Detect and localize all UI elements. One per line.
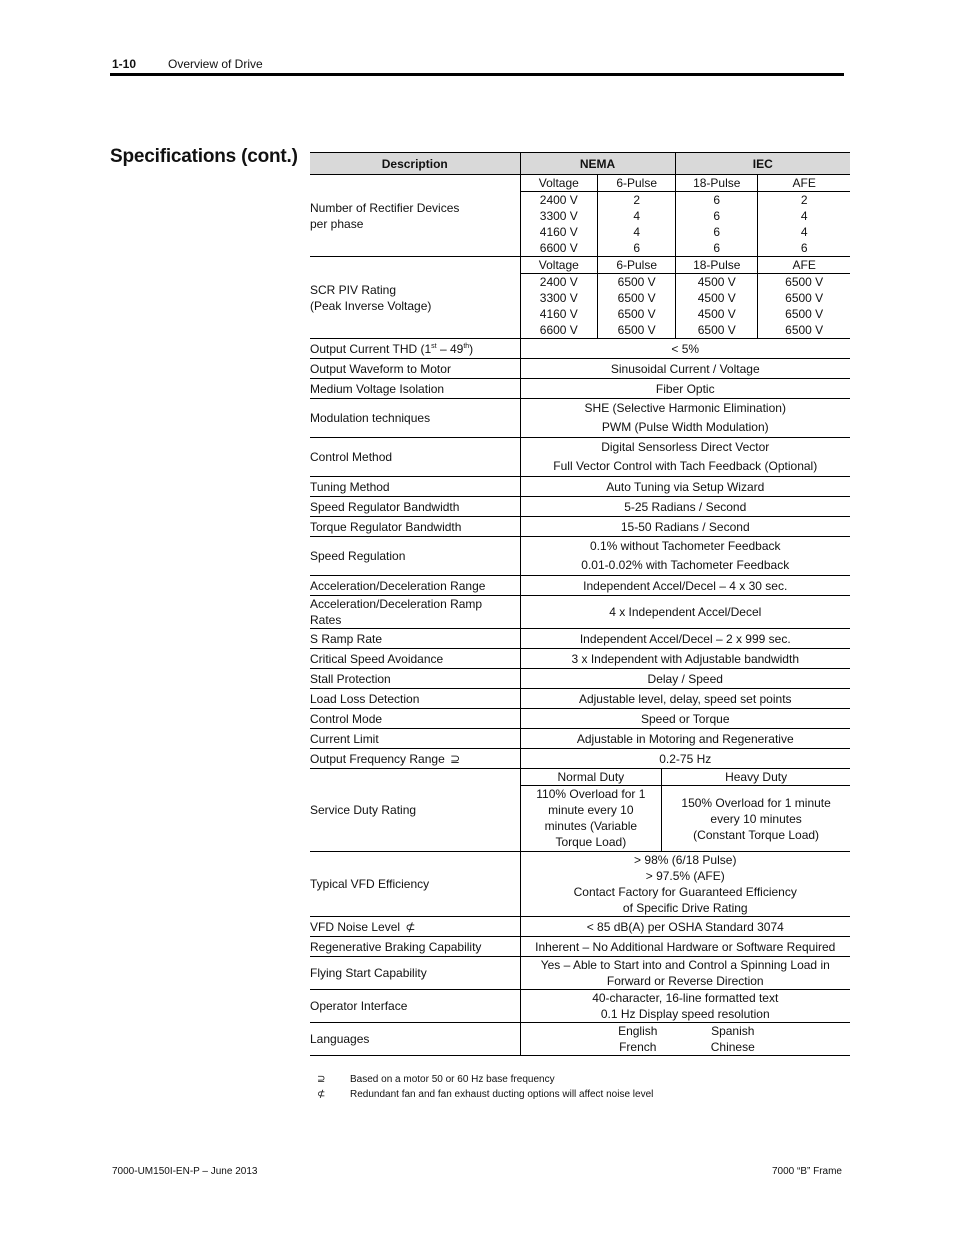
grid-cell: 6: [758, 240, 850, 256]
grid-cell: 6500 V: [758, 274, 850, 291]
service-duty-cell: [520, 769, 850, 852]
footnote: ⊄ Redundant fan and fan exhaust ducting options will affect noise level: [317, 1089, 654, 1100]
grid-cell: 6: [676, 208, 758, 224]
row-value: Adjustable in Motoring and Regenerative: [520, 729, 850, 749]
grid-cell: 4500 V: [676, 274, 758, 291]
row-label: Acceleration/Deceleration Ramp Rates: [310, 596, 520, 629]
row-label: Service Duty Rating: [310, 769, 520, 852]
grid-cell: 6500 V: [598, 306, 676, 322]
row-label: Torque Regulator Bandwidth: [310, 517, 520, 537]
grid-head: AFE: [758, 175, 850, 192]
table-row: [310, 669, 850, 689]
row-label: Regenerative Braking Capability: [310, 937, 520, 957]
row-label: SCR PIV Rating (Peak Inverse Voltage): [310, 257, 520, 339]
row-label: Output Waveform to Motor: [310, 359, 520, 379]
grid-cell: 2: [598, 192, 676, 209]
grid-cell: 3300 V: [539, 291, 578, 305]
header-nema: NEMA: [520, 153, 675, 175]
table-row: [310, 852, 850, 917]
row-value: English French Spanish Chinese: [520, 1023, 850, 1056]
scr-grid-cell: [520, 257, 850, 339]
footnotes: [317, 1072, 653, 1102]
heavy-duty-head: Heavy Duty: [662, 769, 850, 786]
footnote-marker-icon: ⊇: [450, 751, 461, 766]
row-label: Medium Voltage Isolation: [310, 379, 520, 399]
header-rule: [110, 73, 844, 76]
row-label: Control Mode: [310, 709, 520, 729]
row-label: Output Frequency Range ⊇: [310, 749, 520, 769]
grid-cell: 6500 V: [758, 322, 850, 338]
row-label: Output Current THD (1st – 49th): [310, 339, 520, 359]
row-value: > 98% (6/18 Pulse) > 97.5% (AFE) Contact Factory for Guaranteed Efficiency of Specific Drive Rating: [520, 852, 850, 917]
row-value: Independent Accel/Decel – 2 x 999 sec.: [520, 629, 850, 649]
row-label: Acceleration/Deceleration Range: [310, 576, 520, 596]
grid-cell: 2400 V: [539, 275, 578, 289]
grid-cell: 2: [758, 192, 850, 209]
row-label: Speed Regulator Bandwidth: [310, 497, 520, 517]
table-row: [310, 1023, 850, 1056]
grid-cell: 6: [676, 192, 758, 209]
grid-head: Voltage: [521, 175, 598, 192]
grid-cell: 3300 V: [539, 209, 578, 223]
row-label: Tuning Method: [310, 477, 520, 497]
table-row: [310, 709, 850, 729]
table-row: [310, 689, 850, 709]
row-value: Auto Tuning via Setup Wizard: [520, 477, 850, 497]
row-label: Control Method: [310, 438, 520, 477]
grid-head: 18-Pulse: [676, 175, 758, 192]
grid-cell: 4160 V: [539, 225, 578, 239]
grid-cell: 6500 V: [598, 274, 676, 291]
grid-cell: 4500 V: [676, 290, 758, 306]
row-value: SHE (Selective Harmonic Elimination) PWM (Pulse Width Modulation): [520, 399, 850, 438]
grid-cell: 6500 V: [598, 290, 676, 306]
table-row: [310, 379, 850, 399]
rectifier-grid-cell: [520, 175, 850, 257]
row-value: Speed or Torque: [520, 709, 850, 729]
table-row: [310, 359, 850, 379]
table-row: [310, 477, 850, 497]
row-label: Number of Rectifier Devices per phase: [310, 175, 520, 257]
grid-head: AFE: [758, 257, 850, 274]
normal-duty-head: Normal Duty: [521, 769, 662, 786]
row-label: Operator Interface: [310, 990, 520, 1023]
table-row: [310, 399, 850, 438]
table-row: [310, 937, 850, 957]
table-row: [310, 629, 850, 649]
row-value: Yes – Able to Start into and Control a Spinning Load in Forward or Reverse Direction: [520, 957, 850, 990]
specifications-table: [310, 152, 850, 1056]
header-iec: IEC: [675, 153, 850, 175]
row-label: Modulation techniques: [310, 399, 520, 438]
grid-cell: 6600 V: [539, 241, 578, 255]
grid-head: 18-Pulse: [676, 257, 758, 274]
header-description: Description: [310, 153, 520, 175]
rectifier-grid: [521, 175, 851, 256]
table-row: [310, 576, 850, 596]
table-row: [310, 537, 850, 576]
table-row: [310, 729, 850, 749]
table-row: [310, 957, 850, 990]
row-value: 15-50 Radians / Second: [520, 517, 850, 537]
grid-head: 6-Pulse: [598, 175, 676, 192]
footnote-marker-icon: ⊄: [317, 1089, 326, 1100]
row-value: 0.2-75 Hz: [520, 749, 850, 769]
section-title: Specifications (cont.): [110, 146, 298, 167]
row-value: Sinusoidal Current / Voltage: [520, 359, 850, 379]
row-label: Speed Regulation: [310, 537, 520, 576]
row-value: Independent Accel/Decel – 4 x 30 sec.: [520, 576, 850, 596]
row-value: Digital Sensorless Direct Vector Full Vector Control with Tach Feedback (Optional): [520, 438, 850, 477]
row-value: Inherent – No Additional Hardware or Software Required: [520, 937, 850, 957]
grid-cell: 4: [758, 224, 850, 240]
row-label: Critical Speed Avoidance: [310, 649, 520, 669]
table-row: [310, 517, 850, 537]
grid-cell: 6: [598, 240, 676, 256]
table-header-row: [310, 153, 850, 175]
grid-head: Voltage: [521, 257, 598, 274]
normal-duty-value: 110% Overload for 1 minute every 10 minutes (Variable Torque Load): [536, 787, 646, 849]
row-label: S Ramp Rate: [310, 629, 520, 649]
row-value: 40-character, 16-line formatted text 0.1 Hz Display speed resolution: [520, 990, 850, 1023]
row-value: Adjustable level, delay, speed set points: [520, 689, 850, 709]
row-label: Flying Start Capability: [310, 957, 520, 990]
grid-cell: 2400 V: [539, 193, 578, 207]
table-row: [310, 596, 850, 629]
grid-cell: 4500 V: [676, 306, 758, 322]
table-row: [310, 257, 850, 339]
table-row: [310, 175, 850, 257]
row-label: VFD Noise Level ⊄: [310, 917, 520, 937]
grid-cell: 4160 V: [539, 307, 578, 321]
chapter-title: Overview of Drive: [168, 57, 263, 71]
grid-head: 6-Pulse: [598, 257, 676, 274]
table-row: [310, 769, 850, 852]
row-value: 0.1% without Tachometer Feedback 0.01-0.02% with Tachometer Feedback: [520, 537, 850, 576]
row-value: 4 x Independent Accel/Decel: [520, 596, 850, 629]
row-value: Fiber Optic: [520, 379, 850, 399]
row-value: < 85 dB(A) per OSHA Standard 3074: [520, 917, 850, 937]
footnote-marker-icon: ⊇: [317, 1074, 326, 1085]
row-label: Typical VFD Efficiency: [310, 852, 520, 917]
table-row: [310, 917, 850, 937]
scr-grid: [521, 257, 851, 338]
footer-product: 7000 “B” Frame: [771, 1166, 842, 1177]
row-label: Load Loss Detection: [310, 689, 520, 709]
grid-cell: 6500 V: [758, 290, 850, 306]
service-duty-grid: [521, 769, 851, 851]
grid-cell: 6: [676, 240, 758, 256]
row-label: Languages: [310, 1023, 520, 1056]
footnote: ⊇ Based on a motor 50 or 60 Hz base frequency: [317, 1074, 555, 1085]
grid-cell: 6500 V: [598, 322, 676, 338]
grid-cell: 6: [676, 224, 758, 240]
row-value: 5-25 Radians / Second: [520, 497, 850, 517]
table-row: [310, 339, 850, 359]
grid-cell: 4: [758, 208, 850, 224]
table-row: [310, 438, 850, 477]
table-row: [310, 749, 850, 769]
grid-cell: 6500 V: [676, 322, 758, 338]
footnote-marker-icon: ⊄: [405, 919, 416, 934]
grid-cell: 4: [598, 224, 676, 240]
row-value: Delay / Speed: [520, 669, 850, 689]
grid-cell: 6600 V: [539, 323, 578, 337]
table-row: [310, 497, 850, 517]
footer-document-id: 7000-UM150I-EN-P – June 2013: [112, 1166, 258, 1177]
page-number: 1-10: [112, 57, 137, 71]
table-row: [310, 649, 850, 669]
row-value: 3 x Independent with Adjustable bandwidth: [520, 649, 850, 669]
table-row: [310, 990, 850, 1023]
row-label: Current Limit: [310, 729, 520, 749]
row-label: Stall Protection: [310, 669, 520, 689]
grid-cell: 4: [598, 208, 676, 224]
heavy-duty-value: 150% Overload for 1 minute every 10 minutes (Constant Torque Load): [662, 786, 850, 852]
row-value: < 5%: [520, 339, 850, 359]
grid-cell: 6500 V: [758, 306, 850, 322]
